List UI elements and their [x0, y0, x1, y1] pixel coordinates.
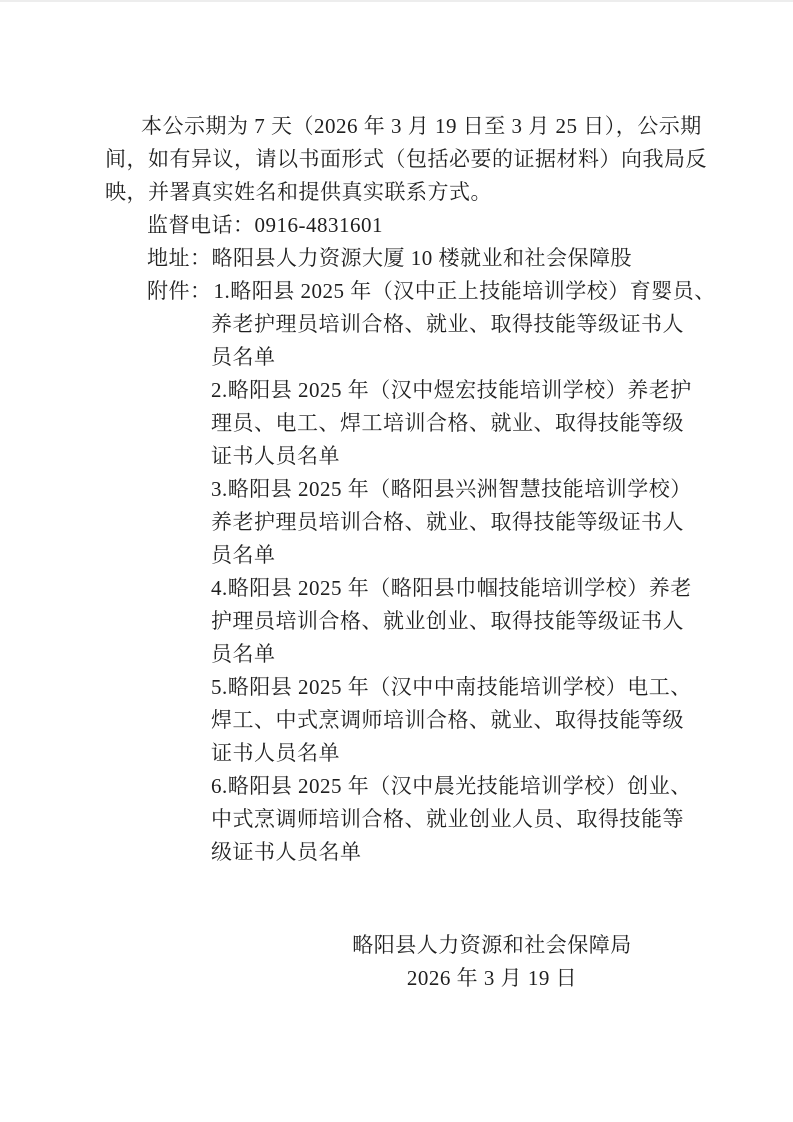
attachment-item-5-line-3: 证书人员名单 [211, 741, 340, 765]
attachment-item-5-line-2: 焊工、中式烹调师培训合格、就业、取得技能等级 [211, 708, 684, 732]
attachment-item-4-line-3: 员名单 [211, 642, 276, 666]
address-line: 地址：略阳县人力资源大厦 10 楼就业和社会保障股 [147, 246, 632, 270]
attachments-first-line [0, 275, 793, 308]
attachment-item-1-line-2: 养老护理员培训合格、就业、取得技能等级证书人 [211, 312, 684, 336]
notice-paragraph-line-2: 间，如有异议，请以书面形式（包括必要的证据材料）向我局反 [105, 147, 707, 171]
attachment-item-2-line-1: 2.略阳县 2025 年（汉中煜宏技能培训学校）养老护 [211, 378, 692, 402]
attachment-item-2-line-3: 证书人员名单 [211, 444, 340, 468]
issue-date: 2026 年 3 月 19 日 [406, 966, 578, 990]
attachment-item-1-line-1: 1.略阳县 2025 年（汉中正上技能培训学校）育婴员、 [213, 279, 716, 303]
notice-body [0, 2, 793, 869]
attachment-item-3-line-1: 3.略阳县 2025 年（略阳县兴洲智慧技能培训学校） [211, 477, 692, 501]
notice-paragraph-line-1: 本公示期为 7 天（2026 年 3 月 19 日至 3 月 25 日），公示期 [141, 114, 702, 138]
signature-block [292, 929, 692, 995]
attachment-item-6-line-2: 中式烹调师培训合格、就业创业人员、取得技能等 [211, 807, 684, 831]
attachment-item-5-line-1: 5.略阳县 2025 年（汉中中南技能培训学校）电工、 [211, 675, 692, 699]
attachment-item-3-line-3: 员名单 [211, 543, 276, 567]
attachment-item-6-line-3: 级证书人员名单 [211, 840, 362, 864]
supervision-phone-line: 监督电话：0916-4831601 [147, 213, 383, 237]
attachment-item-6-line-1: 6.略阳县 2025 年（汉中晨光技能培训学校）创业、 [211, 774, 692, 798]
attachment-item-2-line-2: 理员、电工、焊工培训合格、就业、取得技能等级 [211, 411, 684, 435]
issuer-name: 略阳县人力资源和社会保障局 [352, 933, 632, 957]
notice-paragraph-line-3: 映，并署真实姓名和提供真实联系方式。 [105, 180, 492, 204]
attachment-item-4-line-2: 护理员培训合格、就业创业、取得技能等级证书人 [211, 609, 684, 633]
attachment-item-3-line-2: 养老护理员培训合格、就业、取得技能等级证书人 [211, 510, 684, 534]
attachment-item-1-line-3: 员名单 [211, 345, 276, 369]
attachment-item-4-line-1: 4.略阳县 2025 年（略阳县巾帼技能培训学校）养老 [211, 576, 692, 600]
attachments-label: 附件： [147, 279, 212, 303]
